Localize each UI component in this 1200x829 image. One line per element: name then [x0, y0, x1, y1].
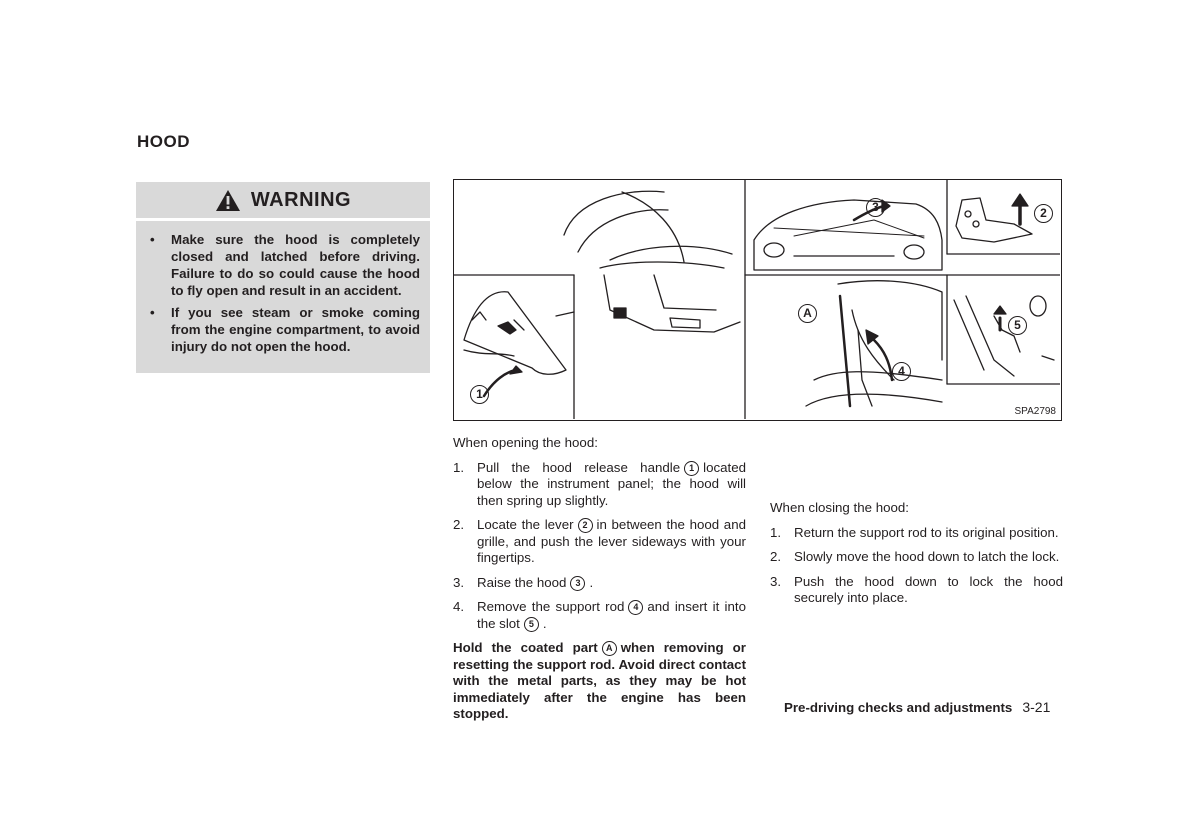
opening-column [453, 435, 746, 731]
step-number: 2. [453, 517, 465, 532]
warning-list [136, 221, 430, 355]
step-text: and insert it into the slot [477, 599, 746, 631]
step-number: 3. [770, 573, 782, 589]
callout-3: 3 [866, 198, 885, 217]
opening-step [453, 599, 746, 632]
step-number: 1. [453, 459, 465, 475]
callout-ref-2: 2 [578, 518, 593, 533]
step-text: located below the instrument panel; the hood will then spring up slightly. [477, 459, 746, 508]
section-heading: HOOD [137, 132, 190, 151]
callout-4: 4 [892, 362, 911, 381]
callout-2: 2 [1034, 204, 1053, 223]
caution-text [453, 640, 746, 723]
caution-part: Hold the coated part [453, 640, 598, 655]
step-text: Return the support rod to its original position. [794, 524, 1059, 540]
warning-box [136, 182, 430, 373]
callout-ref-3: 3 [570, 576, 585, 591]
step-text: Raise the hood [477, 574, 567, 590]
callout-ref-a: A [602, 641, 617, 656]
closing-steps [770, 525, 1063, 607]
callout-ref-5: 5 [524, 617, 539, 632]
step-number: 1. [770, 524, 782, 540]
step-text: Slowly move the hood down to latch the lock. [794, 549, 1060, 564]
step-number: 2. [770, 549, 782, 564]
callout-5: 5 [1008, 316, 1027, 335]
step-number: 3. [453, 574, 465, 590]
step-text: Push the hood down to lock the hood securely into place. [794, 573, 1063, 605]
callout-a: A [798, 304, 817, 323]
closing-step [770, 549, 1063, 566]
caution-part: when removing or resetting the support rod. Avoid direct contact with the metal parts, as they may be hot immediately after the engine has been stopped. [453, 640, 746, 721]
opening-steps [453, 460, 746, 633]
closing-step [770, 574, 1063, 607]
page-footer [784, 699, 1050, 715]
warning-header [136, 182, 430, 221]
warning-item: • If you see steam or smoke coming from the engine compartment, to avoid injury do not open the hood. [150, 304, 420, 355]
warning-item: • Make sure the hood is completely closed and latched before driving. Failure to do so could cause the hood to fly open and result in an accident. [150, 231, 420, 299]
page-number: 3-21 [1022, 699, 1051, 715]
step-text: . [542, 615, 547, 631]
callout-ref-4: 4 [628, 600, 643, 615]
step-text: Remove the support rod [477, 599, 625, 614]
footer-title: Pre-driving checks and adjustments [784, 700, 1013, 715]
closing-step [770, 525, 1063, 542]
opening-step [453, 575, 746, 592]
warning-triangle-icon [215, 189, 241, 212]
step-text: Locate the lever [477, 517, 574, 532]
closing-intro: When closing the hood: [770, 500, 909, 515]
step-text: . [589, 574, 594, 590]
opening-step [453, 517, 746, 567]
figure-code: SPA2798 [1014, 406, 1056, 417]
step-text: in between the hood and grille, and push the lever sideways with your fingertips. [477, 517, 746, 565]
callout-1: 1 [470, 385, 489, 404]
step-number: 4. [453, 599, 465, 614]
callout-ref-1: 1 [684, 461, 699, 476]
hood-illustration [453, 179, 1062, 421]
opening-intro: When opening the hood: [453, 435, 598, 450]
opening-step [453, 460, 746, 510]
step-text: Pull the hood release handle [477, 459, 681, 475]
closing-column [770, 500, 1063, 615]
warning-title: WARNING [250, 188, 352, 211]
